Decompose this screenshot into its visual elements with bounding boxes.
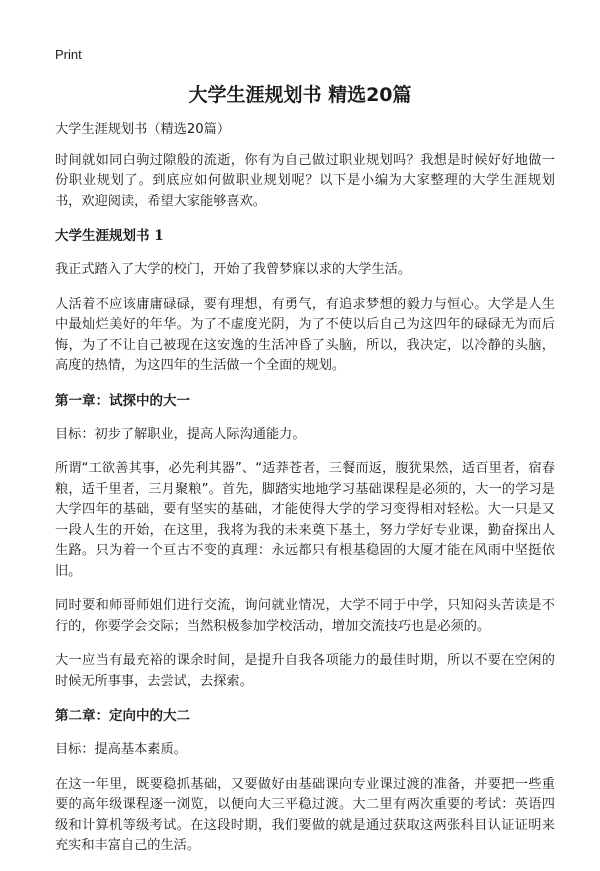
article-subtitle: 大学生涯规划书（精选20篇） xyxy=(55,122,231,137)
paragraph: 我正式踏入了大学的校门，开始了我曾梦寐以求的大学生活。 xyxy=(55,262,412,277)
section-title: 大学生涯规划书 xyxy=(55,228,150,244)
chapter2-goal: 目标：提高基本素质。 xyxy=(55,742,187,757)
chapter1-goal: 目标：初步了解职业，提高人际沟通能力。 xyxy=(55,426,306,442)
paragraph: 同时要和师哥师姐们进行交流，询问就业情况，大学不同于中学，只知闷头苦读是不行的，你要学会交际；当然积极参加学校活动，增加交流技巧也是必须的。 xyxy=(55,598,555,634)
paragraph: 所谓“工欲善其事，必先利其器”、“适莽苍者，三餐而返，腹犹果然，适百里者，宿春粮，适千里者，三月聚粮”。首先，脚踏实地地学习基础课程是必须的，大一的学习是大学四年的基础，要有坚实的基础，才能使得大学的学习变得相对轻松。大一只是又一段人生的开始，在这里，我将为我的未来奠下基土，努力学好专业课，勤奋探出人生路。只为着一个亘古不变的真理：永远都只有根基稳固的大厦才能在风雨中坚挺依旧。 xyxy=(55,461,555,579)
paragraph: 人活着不应该庸庸碌碌，要有理想，有勇气，有追求梦想的毅力与恒心。大学是人生中最灿烂美好的年华。为了不虚度光阴，为了不使以后自己为这四年的碌碌无为而后悔，为了不让自己被现在这安逸的生活冲昏了头脑，所以，我决定，以冷静的头脑，高度的热情，为这四年的生活做一个全面的规划。 xyxy=(55,296,555,373)
article-body xyxy=(55,120,555,871)
section-heading xyxy=(55,226,555,246)
paragraph: 大一应当有最充裕的课余时间，是提升自我各项能力的最佳时期，所以不要在空闲的时候无所事事，去尝试，去探索。 xyxy=(55,653,555,689)
chapter1-heading: 第一章：试探中的大一 xyxy=(55,392,190,409)
print-link[interactable]: Print xyxy=(55,47,82,62)
paragraph: 在这一年里，既要稳抓基础，又要做好由基础课向专业课过渡的准备，并要把一些重要的高年级课程逐一浏览，以便向大三平稳过渡。大二里有两次重要的考试：英语四级和计算机等级考试。在这段时期，我们要做的就是通过获取这两张科目认证证明来充实和丰富自己的生活。 xyxy=(55,776,555,853)
section-number: 1 xyxy=(154,228,164,244)
intro-paragraph: 时间就如同白驹过隙般的流逝，你有为自己做过职业规划吗？我想是时候好好地做一份职业规划了。到底应如何做职业规划呢？以下是小编为大家整理的大学生涯规划书，欢迎阅读，希望大家能够喜欢。 xyxy=(55,152,555,209)
page-title: 大学生涯规划书 精选20篇 xyxy=(188,84,412,106)
chapter2-heading: 第二章：定向中的大二 xyxy=(55,708,190,724)
